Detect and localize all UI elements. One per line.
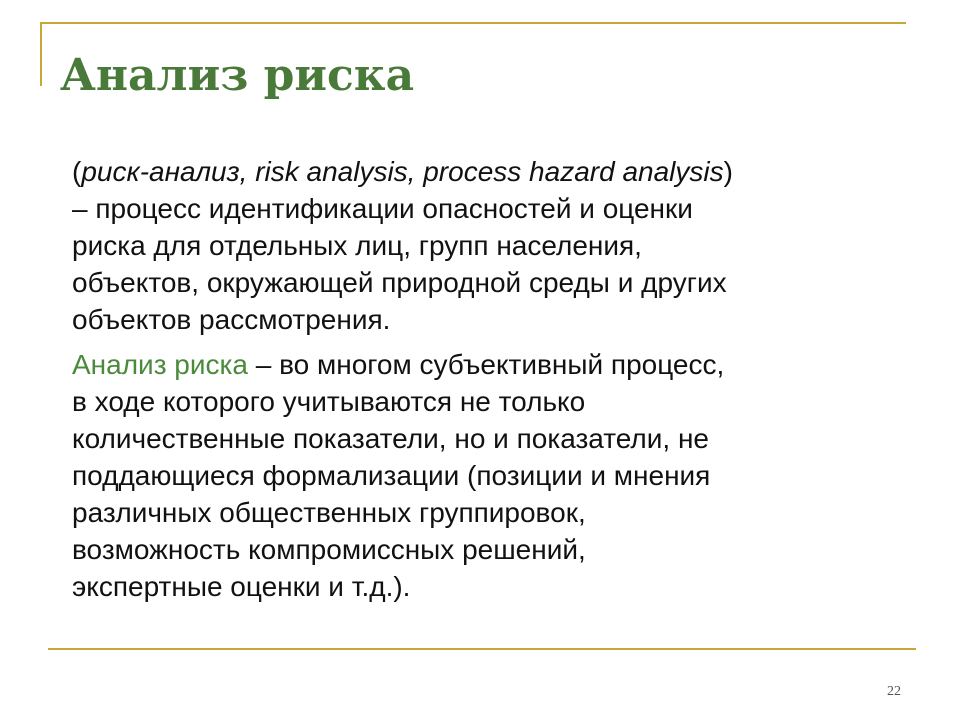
paragraph-line: в ходе которого учитываются не только [72,386,586,417]
close-paren: ) [723,156,733,187]
paragraph-line: экспертные оценки и т.д.). [72,571,411,602]
page-number: 22 [887,684,901,699]
paragraph-definition [72,153,912,338]
paragraph-line [72,346,912,383]
first-line-rest: – во многом субъективный процесс, [247,349,725,380]
paragraph-line: возможность компромиссных решений, [72,534,586,565]
paragraph-line: объектов, окружающей природной среды и других [72,267,727,298]
paragraph-explanation [72,346,912,605]
slide-body [72,153,912,605]
synonyms-italic: риск-анализ, risk analysis, process hazard analysis [81,156,724,187]
highlight-term: Анализ риска [72,349,248,380]
frame-left-line [40,22,42,86]
frame-bottom-line [48,648,916,650]
slide-title: Анализ риска [60,50,415,101]
open-paren: ( [72,156,82,187]
paragraph-line [72,153,912,190]
paragraph-line: риска для отдельных лиц, групп населения, [72,230,642,261]
paragraph-line: количественные показатели, но и показатели, не [72,423,709,454]
paragraph-line: поддающиеся формализации (позиции и мнения [72,460,711,491]
paragraph-line: объектов рассмотрения. [72,304,391,335]
paragraph-line: – процесс идентификации опасностей и оценки [72,193,693,224]
paragraph-line: различных общественных группировок, [72,497,586,528]
frame-top-line [40,22,906,24]
